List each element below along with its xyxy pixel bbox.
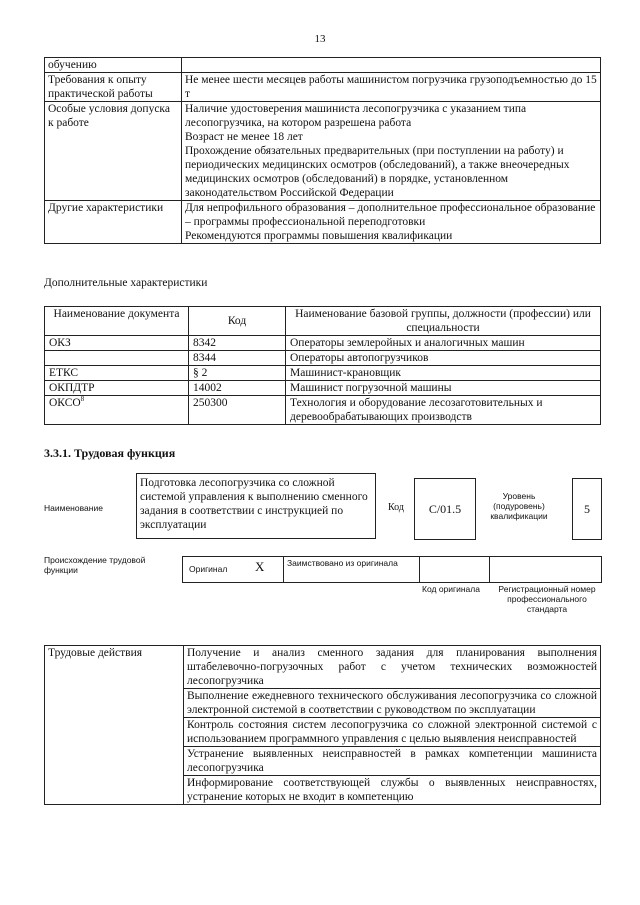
action-item: Контроль состояния систем лесопогрузчика со сложной электронной системой с использованием программного управления с целью выявления неисправностей bbox=[184, 718, 601, 747]
origin-table bbox=[182, 556, 602, 583]
doc-cell: ОКЗ bbox=[45, 336, 189, 351]
doc-cell bbox=[45, 396, 189, 425]
requirements-table bbox=[44, 57, 601, 244]
row-value: Не менее шести месяцев работы машинистом погрузчика грузоподъемностью до 15 т bbox=[182, 73, 601, 102]
name-cell: Операторы землеройных и аналогичных машин bbox=[286, 336, 601, 351]
table-row bbox=[45, 396, 601, 425]
code-cell: 14002 bbox=[189, 381, 286, 396]
table-row bbox=[45, 366, 601, 381]
function-code-box: С/01.5 bbox=[414, 478, 476, 540]
value-line: Прохождение обязательных предварительных (при поступлении на работу) и периодических медицинских осмотров (обследований), а также внеочередных медицинских осмотров (обследований) в порядке, установленном законодательством Российской Федерации bbox=[185, 145, 570, 199]
action-item: Выполнение ежедневного технического обслуживания лесопогрузчика со сложной электронной системой в соответствии с руководством по эксплуатации bbox=[184, 689, 601, 718]
value-line: Рекомендуются программы повышения квалификации bbox=[185, 230, 453, 242]
column-header: Наименование документа bbox=[45, 307, 189, 336]
code-cell: 8342 bbox=[189, 336, 286, 351]
name-cell: Машинист погрузочной машины bbox=[286, 381, 601, 396]
value-line: Наличие удостоверения машиниста лесопогрузчика с указанием типа лесопогрузчика, на котором разрешена работа bbox=[185, 103, 527, 129]
row-label: Особые условия допуска к работе bbox=[45, 102, 182, 201]
name-cell: Технология и оборудование лесозаготовительных и деревообрабатывающих производств bbox=[286, 396, 601, 425]
value-line: Для непрофильного образования – дополнительное профессиональное образование – программы профессиональной переподготовки bbox=[185, 202, 596, 228]
level-label: Уровень (подуровень) квалификации bbox=[490, 491, 548, 521]
original-mark: X bbox=[255, 559, 265, 574]
code-cell: § 2 bbox=[189, 366, 286, 381]
name-label: Наименование bbox=[44, 503, 103, 513]
value-line: Возраст не менее 18 лет bbox=[185, 131, 303, 143]
column-header: Код bbox=[189, 307, 286, 336]
table-row bbox=[45, 646, 601, 689]
table-row bbox=[45, 351, 601, 366]
name-cell: Операторы автопогрузчиков bbox=[286, 351, 601, 366]
footnote-mark: 8 bbox=[80, 395, 85, 404]
column-header: Наименование базовой группы, должности (профессии) или специальности bbox=[286, 307, 601, 336]
page-number: 13 bbox=[314, 33, 326, 45]
code-cell: 8344 bbox=[189, 351, 286, 366]
table-row bbox=[45, 58, 601, 73]
row-value bbox=[182, 58, 601, 73]
name-cell: Машинист-крановщик bbox=[286, 366, 601, 381]
doc-name: ОКСО bbox=[49, 397, 81, 409]
classification-table bbox=[44, 306, 601, 425]
divider bbox=[283, 557, 284, 582]
reg-caption: Регистрационный номер профессионального стандарта bbox=[498, 584, 596, 614]
table-row bbox=[45, 102, 601, 201]
section-title: Дополнительные характеристики bbox=[44, 277, 208, 289]
doc-cell bbox=[45, 351, 189, 366]
actions-table bbox=[44, 645, 601, 805]
level-box: 5 bbox=[572, 478, 602, 540]
function-heading: 3.3.1. Трудовая функция bbox=[44, 446, 176, 460]
doc-cell: ЕТКС bbox=[45, 366, 189, 381]
table-row bbox=[45, 336, 601, 351]
code-cell: 250300 bbox=[189, 396, 286, 425]
row-value bbox=[182, 201, 601, 244]
function-name-box: Подготовка лесопогрузчика со сложной системой управления к выполнению сменного задания в соответствии с инструкцией по эксплуатации bbox=[136, 473, 376, 539]
action-item: Информирование соответствующей службы о выявленных неисправностях, устранение которых не входит в компетенцию bbox=[184, 776, 601, 805]
actions-label: Трудовые действия bbox=[45, 646, 184, 805]
row-label: Требования к опыту практической работы bbox=[45, 73, 182, 102]
origin-label: Происхождение трудовой функции bbox=[44, 555, 146, 575]
action-item: Устранение выявленных неисправностей в рамках компетенции машиниста лесопогрузчика bbox=[184, 747, 601, 776]
code-label: Код bbox=[388, 502, 404, 513]
doc-cell: ОКПДТР bbox=[45, 381, 189, 396]
table-header-row bbox=[45, 307, 601, 336]
divider bbox=[489, 557, 490, 582]
table-row bbox=[45, 201, 601, 244]
code-caption: Код оригинала bbox=[422, 584, 480, 594]
action-item: Получение и анализ сменного задания для планирования выполнения штабелевочно-погрузочных работ с учетом технических возможностей лесопогрузчика bbox=[184, 646, 601, 689]
row-label: Другие характеристики bbox=[45, 201, 182, 244]
divider bbox=[419, 557, 420, 582]
table-row bbox=[45, 73, 601, 102]
table-row bbox=[45, 381, 601, 396]
row-label: обучению bbox=[45, 58, 182, 73]
borrowed-label: Заимствовано из оригинала bbox=[287, 558, 398, 568]
original-label: Оригинал bbox=[189, 564, 228, 574]
row-value bbox=[182, 102, 601, 201]
